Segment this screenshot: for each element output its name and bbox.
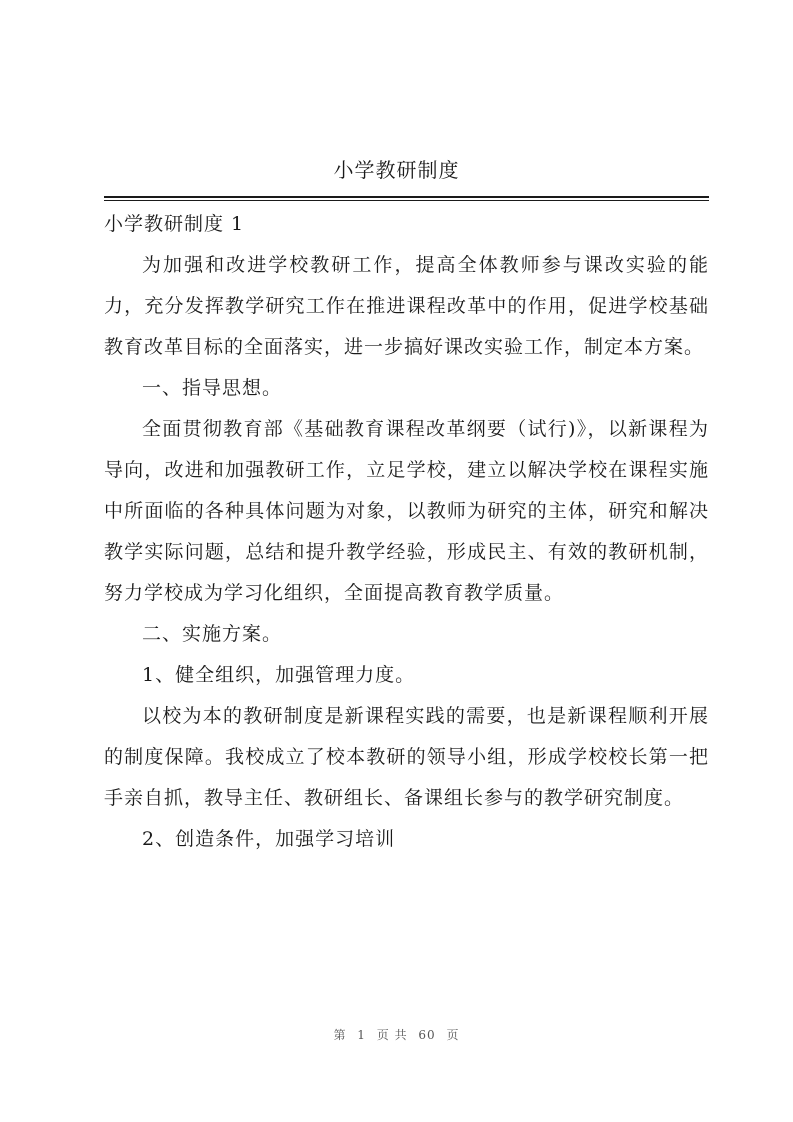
subheading-training: 2、创造条件，加强学习培训 xyxy=(142,828,396,850)
footer-middle: 页 共 xyxy=(376,1028,408,1042)
heading-implementation: 二、实施方案。 xyxy=(142,623,283,645)
footer-suffix: 页 xyxy=(446,1028,460,1042)
paragraph-organization: 以校为本的教研制度是新课程实践的需要，也是新课程顺利开展的制度保障。我校成立了校本教研的领导小组，形成学校校长第一把手亲自抓，教导主任、教研组长、备课组长参与的教学研究制度。 xyxy=(104,705,709,809)
page-footer xyxy=(0,1026,793,1043)
footer-prefix: 第 xyxy=(333,1028,347,1042)
footer-current-page: 1 xyxy=(357,1028,366,1042)
title-divider-thin xyxy=(104,200,709,201)
subheading-organization: 1、健全组织，加强管理力度。 xyxy=(142,664,416,686)
document-body xyxy=(104,204,709,860)
paragraph-guiding-thought: 全面贯彻教育部《基础教育课程改革纲要（试行)》，以新课程为导向，改进和加强教研工作，立足学校，建立以解决学校在课程实施中所面临的各种具体问题为对象，以教师为研究的主体，研究和解决教学实际问题，总结和提升教学经验，形成民主、有效的教研机制，努力学校成为学习化组织，全面提高教育教学质量。 xyxy=(104,418,709,604)
title-divider-thick xyxy=(104,196,709,198)
footer-total-pages: 60 xyxy=(418,1028,436,1042)
paragraph-intro: 为加强和改进学校教研工作，提高全体教师参与课改实验的能力，充分发挥教学研究工作在推进课程改革中的作用，促进学校基础教育改革目标的全面落实，进一步搞好课改实验工作，制定本方案。 xyxy=(104,254,709,358)
document-title: 小学教研制度 xyxy=(333,158,460,182)
section-heading: 小学教研制度 1 xyxy=(104,213,245,235)
heading-guiding-thought: 一、指导思想。 xyxy=(142,377,283,399)
